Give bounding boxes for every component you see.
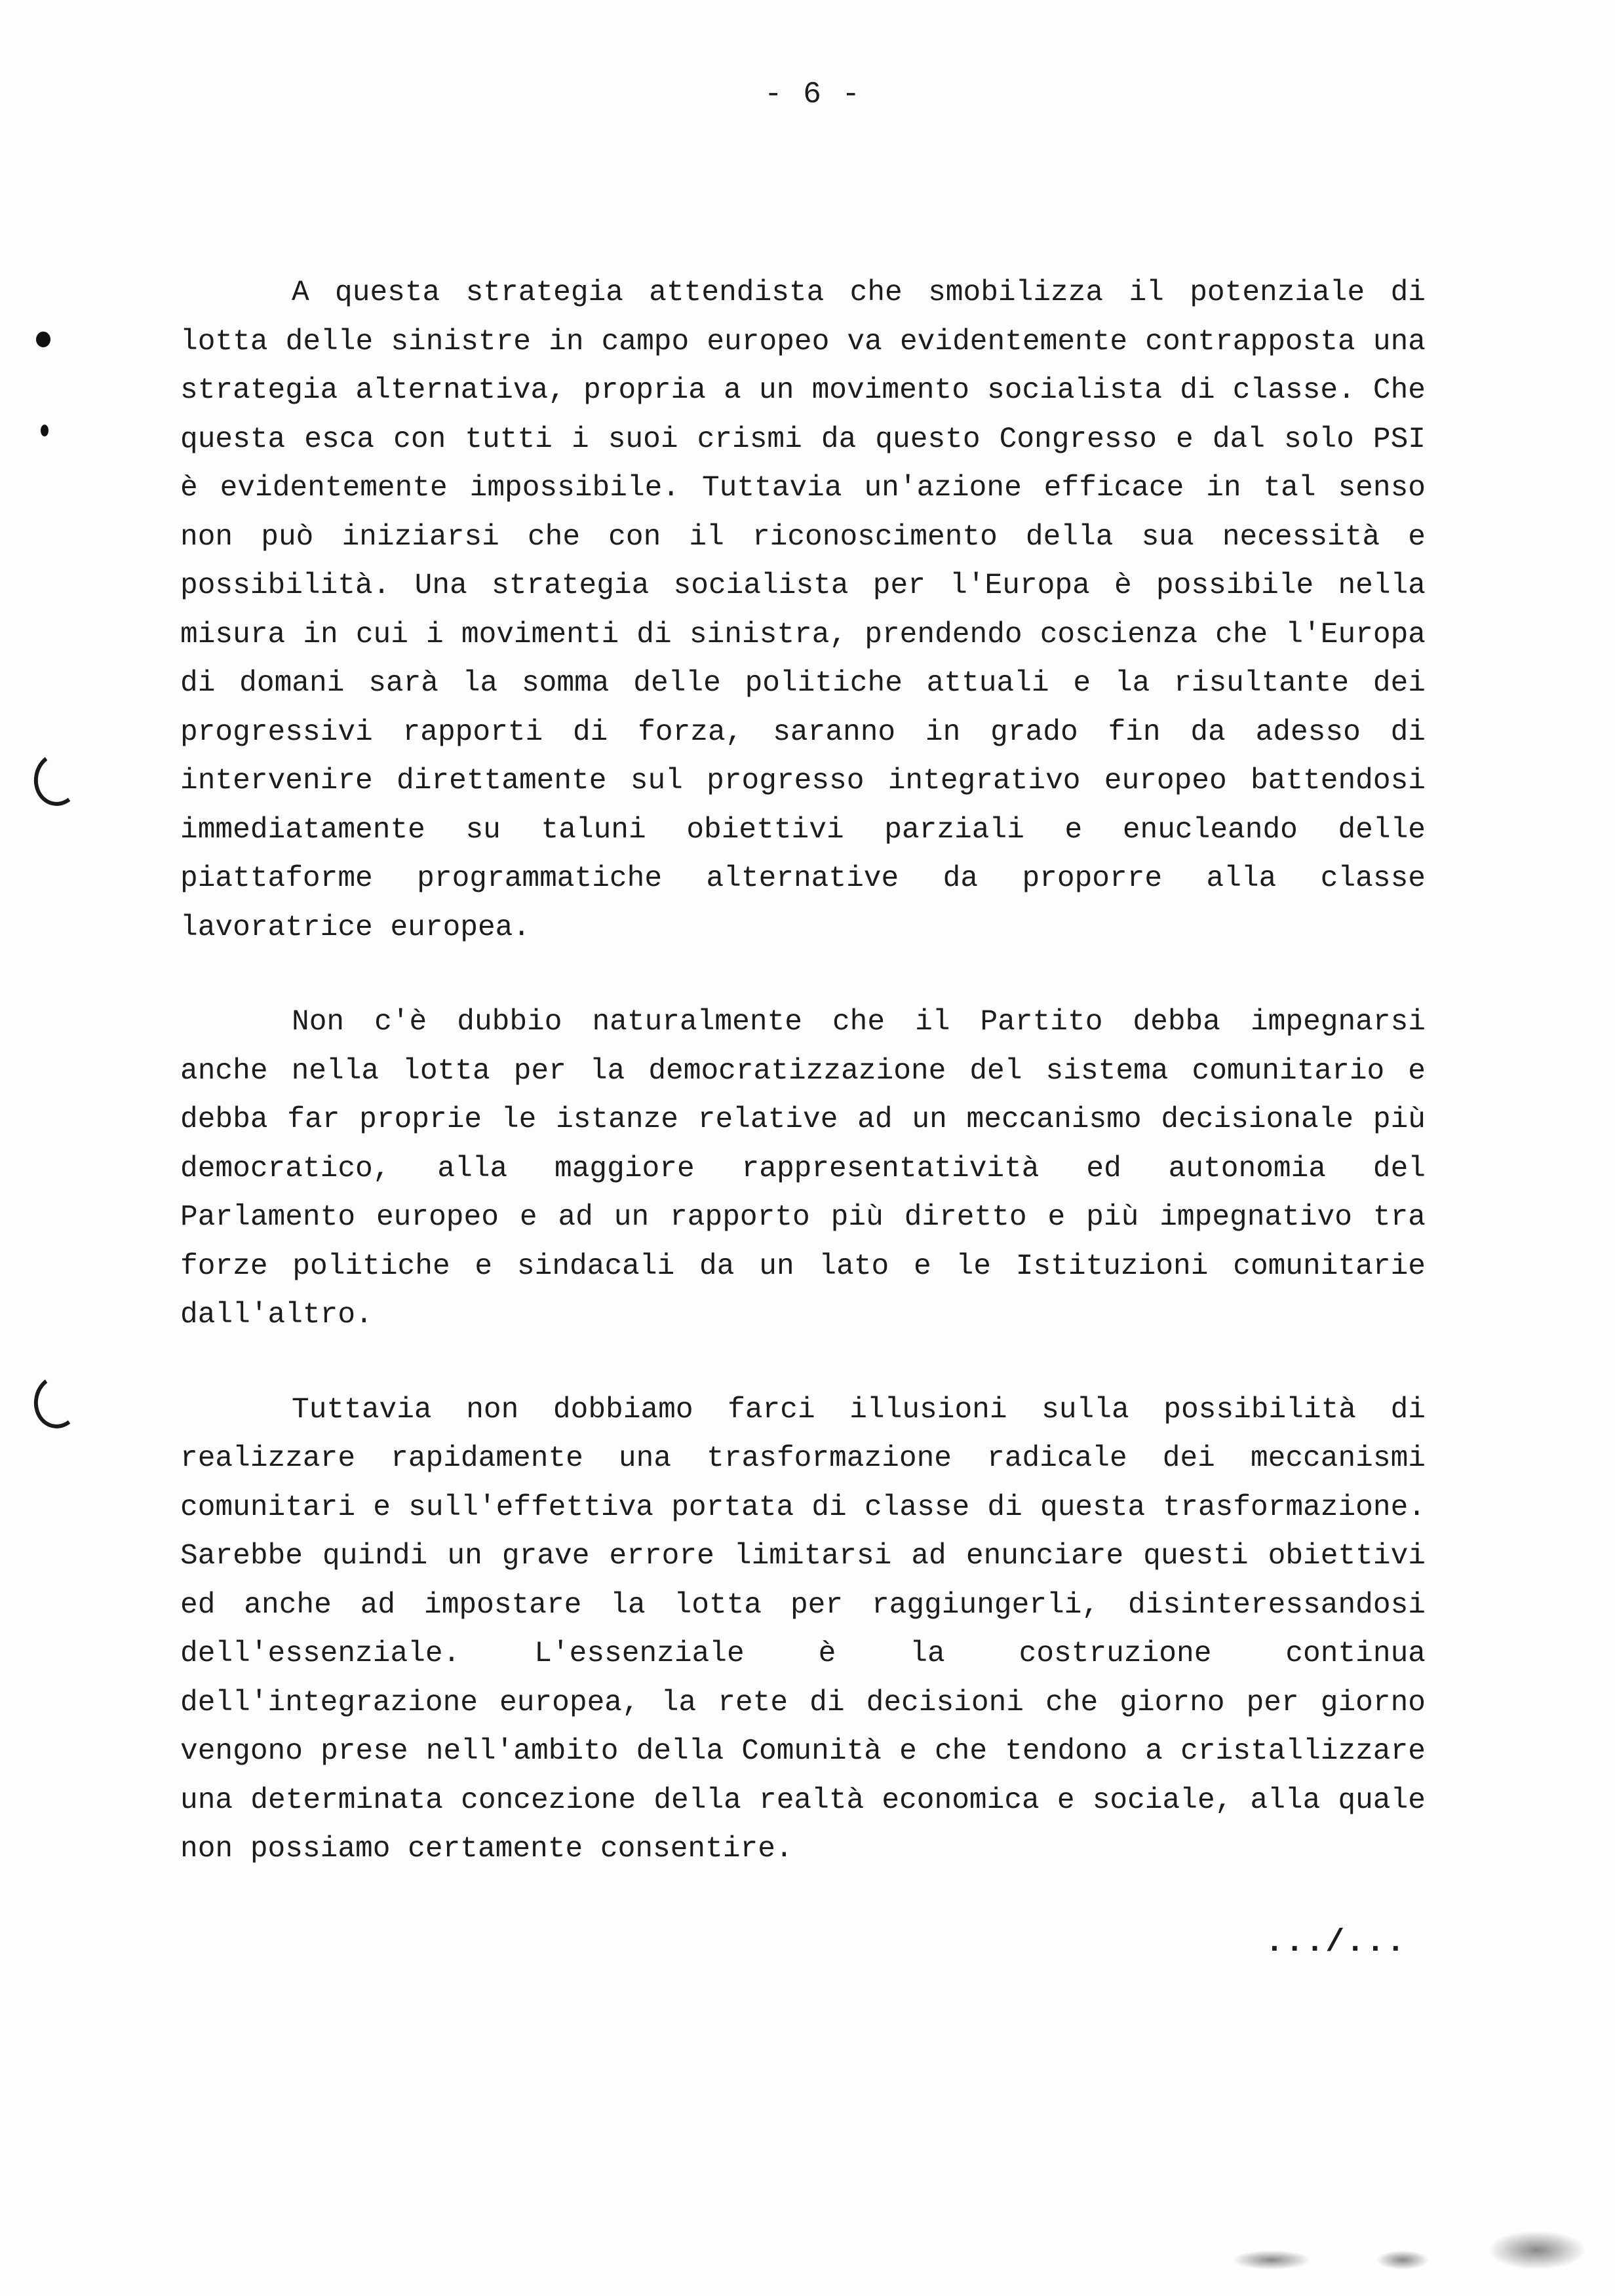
scan-dot-mark (41, 425, 49, 436)
paragraph-2 (180, 998, 1426, 1340)
binder-hole-mark (29, 1371, 85, 1432)
paragraph-3 (180, 1386, 1426, 1874)
document-body (180, 269, 1426, 1874)
scan-smudge (1376, 2250, 1429, 2270)
paragraph-1 (180, 269, 1426, 952)
paragraph-text: A questa strategia attendista che smobilizza il potenziale di lotta delle sinistre in campo europeo va evidentemente contrapposta una strategia alternativa, propria a un movimento socialista di classe. Che questa esca con tutti i suoi crismi da questo Congresso e dal solo PSI è evidentemente impossibile. Tuttavia un'azione efficace in tal senso non può iniziarsi che con il riconoscimento della sua necessità e possibilità. Una strategia socialista per l'Europa è possibile nella misura in cui i movimenti di sinistra, prendendo coscienza che l'Europa di domani sarà la somma delle politiche attuali e la risultante dei progressivi rapporti di forza, saranno in grado fin da adesso di intervenire direttamente sul progresso integrativo europeo battendosi immediatamente su taluni obiettivi parziali e enucleando delle piattaforme programmatiche alternative da proporre alla classe lavoratrice europea. (180, 277, 1426, 944)
paragraph-text: Non c'è dubbio naturalmente che il Partito debba impegnarsi anche nella lotta per la democratizzazione del sistema comunitario e debba far proprie le istanze relative ad un meccanismo decisionale più democratico, alla maggiore rappresentatività ed autonomia del Parlamento europeo e ad un rapporto più diretto e più impegnativo tra forze politiche e sindacali da un lato e le Istituzioni comunitarie dall'altro. (180, 1006, 1426, 1331)
scan-dot-mark (36, 332, 50, 347)
binder-hole-mark (29, 748, 85, 809)
page-number: - 6 - (764, 77, 862, 111)
continuation-marker: .../... (1265, 1925, 1407, 1961)
scan-smudge (1232, 2250, 1311, 2270)
paragraph-text: Tuttavia non dobbiamo farci illusioni sulla possibilità di realizzare rapidamente una trasformazione radicale dei meccanismi comunitari e sull'effettiva portata di classe di questa trasformazione. Sarebbe quindi un grave errore limitarsi ad enunciare questi obiettivi ed anche ad impostare la lotta per raggiungerli, disinteressandosi dell'essenziale. L'essenziale è la costruzione continua dell'integrazione europea, la rete di decisioni che giorno per giorno vengono prese nell'ambito della Comunità e che tendono a cristallizzare una determinata concezione della realtà economica e sociale, alla quale non possiamo certamente consentire. (180, 1393, 1426, 1866)
scan-smudge (1488, 2230, 1586, 2270)
